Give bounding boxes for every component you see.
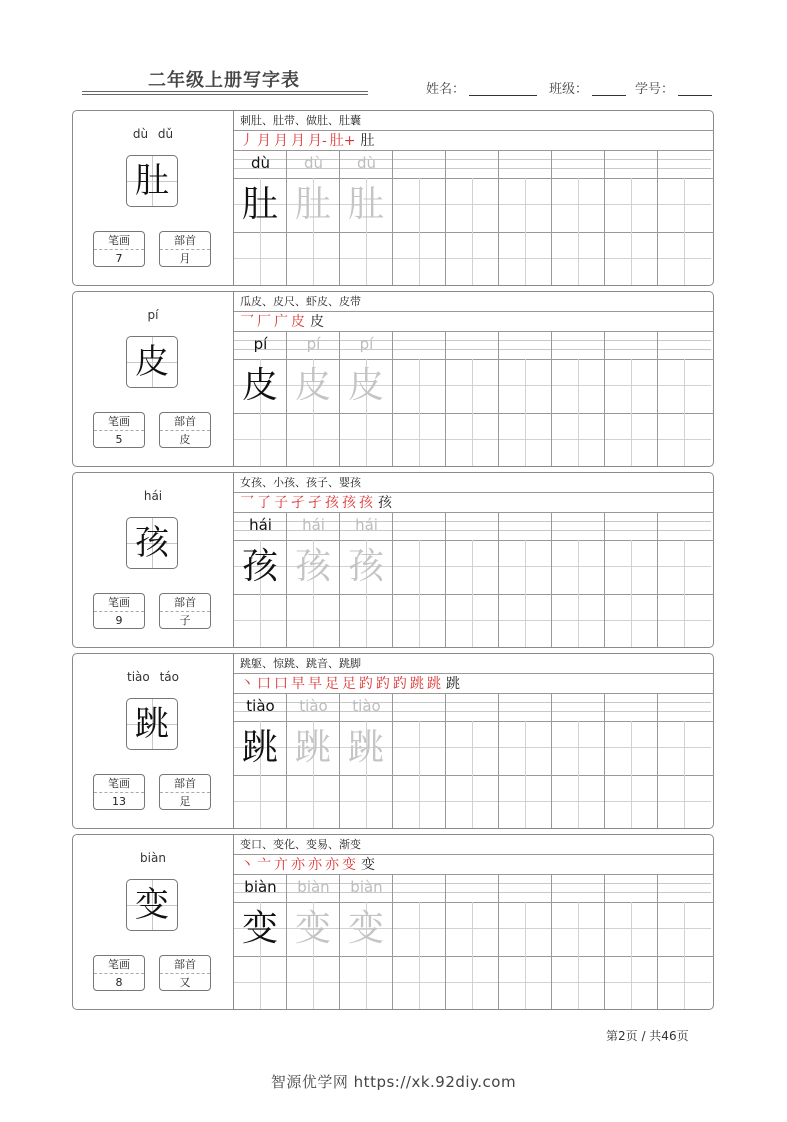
stroke-step: 孩 <box>325 495 339 511</box>
character-pinyin: dù dǔ <box>132 127 174 141</box>
pinyin-practice-cell[interactable] <box>605 332 658 359</box>
stroke-step: 足 <box>325 676 339 692</box>
pinyin-practice-cell[interactable] <box>340 513 393 540</box>
character-practice-cell[interactable] <box>393 902 446 956</box>
character-practice-cell[interactable] <box>499 902 552 956</box>
pinyin-practice-cell[interactable] <box>446 875 499 902</box>
pinyin-practice-cell[interactable] <box>605 513 658 540</box>
character-practice-cell[interactable] <box>393 359 446 413</box>
character-display-box <box>126 517 178 569</box>
character-practice-cell[interactable] <box>287 721 340 775</box>
radical-value: 又 <box>179 976 191 989</box>
blank-practice-cell[interactable] <box>393 413 446 466</box>
stroke-step: 变 <box>361 857 375 873</box>
practice-character: 孩 <box>241 546 278 587</box>
pinyin-practice-cell[interactable] <box>393 513 446 540</box>
practice-pinyin: biàn <box>350 878 383 896</box>
name-label: 姓名： <box>426 82 466 97</box>
character-practice-cell[interactable] <box>446 359 499 413</box>
character-practice-cell[interactable] <box>234 359 287 413</box>
pinyin-practice-cell[interactable] <box>287 513 340 540</box>
radical-box <box>159 231 211 267</box>
stroke-step: 孩 <box>378 495 392 511</box>
main-character: 跳 <box>135 704 169 744</box>
character-info-panel <box>73 111 233 287</box>
worksheet-title: 二年级上册写字表 <box>148 70 300 91</box>
stroke-step: 亠 <box>257 857 271 873</box>
character-practice-cell[interactable] <box>446 902 499 956</box>
pinyin-practice-cell[interactable] <box>393 151 446 178</box>
character-practice-cell[interactable] <box>234 721 287 775</box>
blank-practice-cell[interactable] <box>234 956 287 1009</box>
pinyin-practice-cell[interactable] <box>234 151 287 178</box>
stroke-count-value: 8 <box>115 976 123 989</box>
pinyin-practice-cell[interactable] <box>446 332 499 359</box>
practice-pinyin: tiào <box>352 697 381 715</box>
example-words: 刺肚、肚带、做肚、肚囊 <box>234 111 714 131</box>
stroke-step: 了 <box>257 495 271 511</box>
stroke-count-box <box>93 955 145 991</box>
character-pinyin: biàn <box>140 851 166 865</box>
practice-pinyin: tiào <box>246 697 275 715</box>
practice-pinyin: hái <box>302 516 325 534</box>
blank-practice-cell[interactable] <box>340 775 393 828</box>
radical-label: 部首 <box>160 594 210 612</box>
blank-practice-cell[interactable] <box>446 413 499 466</box>
name-blank[interactable] <box>469 81 537 96</box>
pinyin-practice-cell[interactable] <box>234 332 287 359</box>
blank-practice-cell[interactable] <box>499 594 552 647</box>
pinyin-practice-cell[interactable] <box>658 151 711 178</box>
character-practice-cell[interactable] <box>605 902 658 956</box>
example-words: 跳躯、惊跳、跳音、跳脚 <box>234 654 714 674</box>
blank-practice-cell[interactable] <box>552 775 605 828</box>
pinyin-practice-cell[interactable] <box>658 694 711 721</box>
blank-practice-cell[interactable] <box>658 413 711 466</box>
stroke-step: 月- <box>308 133 327 149</box>
pinyin-practice-cell[interactable] <box>605 151 658 178</box>
stroke-order-row <box>234 674 714 694</box>
character-practice-cell[interactable] <box>552 359 605 413</box>
footer-watermark: 智源优学网 https://xk.92diy.com <box>270 1073 517 1091</box>
stroke-step: 月 <box>291 133 305 149</box>
character-pinyin: hái <box>143 489 163 503</box>
practice-pinyin: dù <box>356 154 377 172</box>
pinyin-practice-cell[interactable] <box>234 694 287 721</box>
pinyin-practice-cell[interactable] <box>393 694 446 721</box>
character-practice-cell[interactable] <box>446 178 499 232</box>
blank-practice-cell[interactable] <box>658 956 711 1009</box>
practice-pinyin: biàn <box>244 878 277 896</box>
stroke-count-box <box>93 774 145 810</box>
radical-label: 部首 <box>160 232 210 250</box>
character-practice-cell[interactable] <box>552 902 605 956</box>
character-practice-cell[interactable] <box>552 178 605 232</box>
radical-value: 月 <box>179 252 191 265</box>
pinyin-practice-cell[interactable] <box>340 694 393 721</box>
character-info-panel <box>73 292 233 468</box>
character-practice-cell[interactable] <box>234 540 287 594</box>
stroke-step: 丿 <box>240 133 254 149</box>
character-practice-cell[interactable] <box>605 540 658 594</box>
practice-pinyin: hái <box>249 516 272 534</box>
character-practice-cell[interactable] <box>393 540 446 594</box>
stroke-step: 子 <box>274 495 288 511</box>
character-pinyin: tiào táo <box>127 670 179 684</box>
practice-pinyin: biàn <box>297 878 330 896</box>
stroke-count-box <box>93 412 145 448</box>
stroke-count-label: 笔画 <box>94 594 144 612</box>
blank-practice-cell[interactable] <box>605 775 658 828</box>
blank-practice-cell[interactable] <box>499 956 552 1009</box>
blank-practice-cell[interactable] <box>552 594 605 647</box>
number-label: 学号： <box>635 82 675 97</box>
stroke-step: 趵 <box>359 676 373 692</box>
example-words: 女孩、小孩、孩子、婴孩 <box>234 473 714 493</box>
blank-practice-cell[interactable] <box>605 956 658 1009</box>
example-words: 变口、变化、变易、渐变 <box>234 835 714 855</box>
blank-practice-cell[interactable] <box>605 232 658 285</box>
blank-practice-cell[interactable] <box>234 594 287 647</box>
character-info-panel <box>73 835 233 1011</box>
stroke-step: 乛 <box>240 495 254 511</box>
practice-grid <box>233 473 714 647</box>
character-practice-cell[interactable] <box>552 721 605 775</box>
pinyin-practice-cell[interactable] <box>446 151 499 178</box>
pinyin-practice-cell[interactable] <box>446 694 499 721</box>
stroke-count-box <box>93 593 145 629</box>
main-character: 肚 <box>135 161 169 201</box>
character-practice-cell[interactable] <box>499 540 552 594</box>
character-card <box>72 291 714 467</box>
stroke-step: 广 <box>274 314 288 330</box>
character-card <box>72 472 714 648</box>
radical-box <box>159 412 211 448</box>
practice-grid <box>233 835 714 1009</box>
pinyin-practice-cell[interactable] <box>499 875 552 902</box>
blank-practice-cell[interactable] <box>340 956 393 1009</box>
character-practice-cell[interactable] <box>287 178 340 232</box>
stroke-step: 变 <box>342 857 356 873</box>
blank-practice-cell[interactable] <box>393 232 446 285</box>
stroke-step: 乛 <box>240 314 254 330</box>
page-number: 第2页 / 共46页 <box>606 1029 689 1043</box>
stroke-order-row <box>234 855 714 875</box>
character-practice-cell[interactable] <box>287 359 340 413</box>
character-practice-cell[interactable] <box>446 540 499 594</box>
pinyin-practice-cell[interactable] <box>287 875 340 902</box>
character-practice-cell[interactable] <box>499 359 552 413</box>
character-practice-cell[interactable] <box>234 902 287 956</box>
stroke-step: 跳 <box>410 676 424 692</box>
pinyin-practice-cell[interactable] <box>605 694 658 721</box>
main-character: 变 <box>135 885 169 925</box>
blank-practice-cell[interactable] <box>658 594 711 647</box>
number-field[interactable] <box>635 78 712 97</box>
main-character: 孩 <box>135 523 169 563</box>
practice-pinyin: tiào <box>299 697 328 715</box>
pinyin-practice-cell[interactable] <box>499 332 552 359</box>
blank-practice-cell[interactable] <box>287 232 340 285</box>
name-field[interactable] <box>426 78 537 97</box>
stroke-step: 肚+ <box>329 133 356 149</box>
blank-practice-cell[interactable] <box>234 232 287 285</box>
pinyin-practice-cell[interactable] <box>658 332 711 359</box>
character-practice-cell[interactable] <box>340 540 393 594</box>
character-practice-cell[interactable] <box>340 721 393 775</box>
blank-practice-cell[interactable] <box>340 594 393 647</box>
radical-box <box>159 593 211 629</box>
practice-character: 跳 <box>347 727 384 768</box>
stroke-step: 跳 <box>427 676 441 692</box>
character-practice-cell[interactable] <box>393 178 446 232</box>
radical-box <box>159 774 211 810</box>
stroke-step: 月 <box>257 133 271 149</box>
stroke-step: 孩 <box>359 495 373 511</box>
stroke-count-value: 13 <box>112 795 126 808</box>
pinyin-practice-cell[interactable] <box>287 151 340 178</box>
blank-practice-cell[interactable] <box>446 956 499 1009</box>
title-underline <box>82 91 368 92</box>
pinyin-practice-cell[interactable] <box>393 875 446 902</box>
pinyin-practice-cell[interactable] <box>552 694 605 721</box>
stroke-count-label: 笔画 <box>94 413 144 431</box>
stroke-step: 月 <box>274 133 288 149</box>
practice-pinyin: pí <box>306 335 321 353</box>
stroke-step: 孑 <box>291 495 305 511</box>
example-words: 瓜皮、皮尺、虾皮、皮带 <box>234 292 714 312</box>
blank-practice-cell[interactable] <box>605 594 658 647</box>
character-pinyin: pí <box>147 308 159 322</box>
blank-practice-cell[interactable] <box>605 413 658 466</box>
pinyin-practice-cell[interactable] <box>287 694 340 721</box>
practice-character: 变 <box>294 908 331 949</box>
blank-practice-cell[interactable] <box>287 775 340 828</box>
class-label: 班级： <box>549 82 589 97</box>
practice-grid <box>233 292 714 466</box>
practice-pinyin: pí <box>253 335 268 353</box>
character-info-panel <box>73 473 233 649</box>
blank-practice-cell[interactable] <box>234 413 287 466</box>
blank-practice-cell[interactable] <box>499 775 552 828</box>
blank-practice-cell[interactable] <box>287 413 340 466</box>
pinyin-practice-cell[interactable] <box>234 513 287 540</box>
practice-character: 肚 <box>347 184 384 225</box>
character-display-box <box>126 155 178 207</box>
stroke-step: 丶 <box>240 857 254 873</box>
practice-character: 变 <box>241 908 278 949</box>
pinyin-practice-cell[interactable] <box>446 513 499 540</box>
character-practice-cell[interactable] <box>605 721 658 775</box>
stroke-step: 亦 <box>308 857 322 873</box>
character-practice-cell[interactable] <box>340 359 393 413</box>
stroke-step: 趵 <box>393 676 407 692</box>
stroke-step: 厂 <box>257 314 271 330</box>
stroke-step: 口 <box>274 676 288 692</box>
character-practice-cell[interactable] <box>446 721 499 775</box>
character-practice-cell[interactable] <box>287 540 340 594</box>
blank-practice-cell[interactable] <box>552 413 605 466</box>
practice-character: 孩 <box>294 546 331 587</box>
radical-value: 足 <box>179 795 191 808</box>
pinyin-practice-cell[interactable] <box>340 151 393 178</box>
practice-character: 皮 <box>347 365 384 406</box>
stroke-step: 趵 <box>376 676 390 692</box>
stroke-order-row <box>234 312 714 332</box>
stroke-step: 早 <box>291 676 305 692</box>
pinyin-practice-cell[interactable] <box>658 513 711 540</box>
character-display-box <box>126 698 178 750</box>
pinyin-practice-cell[interactable] <box>552 513 605 540</box>
pinyin-practice-cell[interactable] <box>234 875 287 902</box>
stroke-step: 跳 <box>446 676 460 692</box>
pinyin-practice-cell[interactable] <box>340 875 393 902</box>
stroke-step: 孑 <box>308 495 322 511</box>
radical-label: 部首 <box>160 413 210 431</box>
character-card <box>72 653 714 829</box>
pinyin-practice-cell[interactable] <box>552 332 605 359</box>
character-practice-cell[interactable] <box>340 178 393 232</box>
stroke-step: 孩 <box>342 495 356 511</box>
practice-pinyin: dù <box>303 154 324 172</box>
blank-practice-cell[interactable] <box>552 956 605 1009</box>
stroke-step: 早 <box>308 676 322 692</box>
practice-character: 跳 <box>241 727 278 768</box>
blank-practice-cell[interactable] <box>234 775 287 828</box>
stroke-count-label: 笔画 <box>94 232 144 250</box>
stroke-count-label: 笔画 <box>94 775 144 793</box>
practice-character: 变 <box>347 908 384 949</box>
blank-practice-cell[interactable] <box>446 775 499 828</box>
stroke-step: 丶 <box>240 676 254 692</box>
radical-label: 部首 <box>160 775 210 793</box>
practice-character: 跳 <box>294 727 331 768</box>
character-practice-cell[interactable] <box>499 721 552 775</box>
stroke-step: 口 <box>257 676 271 692</box>
stroke-step: 亦 <box>325 857 339 873</box>
stroke-step: 亣 <box>274 857 288 873</box>
blank-practice-cell[interactable] <box>446 594 499 647</box>
character-practice-cell[interactable] <box>658 721 711 775</box>
pinyin-practice-cell[interactable] <box>393 332 446 359</box>
character-practice-cell[interactable] <box>499 178 552 232</box>
character-display-box <box>126 336 178 388</box>
radical-value: 子 <box>179 614 191 627</box>
character-info-panel <box>73 654 233 830</box>
blank-practice-cell[interactable] <box>499 413 552 466</box>
character-card <box>72 834 714 1010</box>
stroke-count-value: 5 <box>115 433 123 446</box>
title-underline-double <box>82 94 368 95</box>
pinyin-practice-cell[interactable] <box>552 151 605 178</box>
stroke-order-row <box>234 493 714 513</box>
blank-practice-cell[interactable] <box>287 956 340 1009</box>
practice-grid <box>233 654 714 828</box>
character-practice-cell[interactable] <box>658 902 711 956</box>
character-practice-cell[interactable] <box>340 902 393 956</box>
pinyin-practice-cell[interactable] <box>287 332 340 359</box>
character-practice-cell[interactable] <box>605 178 658 232</box>
stroke-count-value: 9 <box>115 614 123 627</box>
class-field[interactable] <box>549 78 626 97</box>
practice-character: 肚 <box>294 184 331 225</box>
stroke-count-label: 笔画 <box>94 956 144 974</box>
practice-character: 肚 <box>241 184 278 225</box>
stroke-step: 肚 <box>360 133 375 149</box>
radical-box <box>159 955 211 991</box>
practice-character: 皮 <box>294 365 331 406</box>
character-practice-cell[interactable] <box>658 359 711 413</box>
practice-grid <box>233 111 714 285</box>
stroke-step: 亦 <box>291 857 305 873</box>
pinyin-practice-cell[interactable] <box>499 151 552 178</box>
class-blank[interactable] <box>592 81 626 96</box>
practice-character: 孩 <box>347 546 384 587</box>
stroke-step: 皮 <box>291 314 305 330</box>
pinyin-practice-cell[interactable] <box>658 875 711 902</box>
stroke-order-row <box>234 131 714 151</box>
radical-label: 部首 <box>160 956 210 974</box>
blank-practice-cell[interactable] <box>393 594 446 647</box>
pinyin-practice-cell[interactable] <box>605 875 658 902</box>
blank-practice-cell[interactable] <box>340 413 393 466</box>
blank-practice-cell[interactable] <box>499 232 552 285</box>
blank-practice-cell[interactable] <box>658 775 711 828</box>
pinyin-practice-cell[interactable] <box>499 694 552 721</box>
blank-practice-cell[interactable] <box>658 232 711 285</box>
stroke-step: 足 <box>342 676 356 692</box>
stroke-step: 皮 <box>310 314 324 330</box>
character-card <box>72 110 714 286</box>
character-display-box <box>126 879 178 931</box>
character-practice-cell[interactable] <box>658 178 711 232</box>
practice-pinyin: pí <box>359 335 374 353</box>
blank-practice-cell[interactable] <box>287 594 340 647</box>
blank-practice-cell[interactable] <box>340 232 393 285</box>
practice-pinyin: hái <box>355 516 378 534</box>
character-practice-cell[interactable] <box>658 540 711 594</box>
stroke-count-box <box>93 231 145 267</box>
pinyin-practice-cell[interactable] <box>552 875 605 902</box>
pinyin-practice-cell[interactable] <box>499 513 552 540</box>
character-practice-cell[interactable] <box>605 359 658 413</box>
worksheet-header <box>0 0 787 110</box>
practice-character: 皮 <box>241 365 278 406</box>
character-practice-cell[interactable] <box>393 721 446 775</box>
blank-practice-cell[interactable] <box>552 232 605 285</box>
pinyin-practice-cell[interactable] <box>340 332 393 359</box>
radical-value: 皮 <box>179 433 191 446</box>
blank-practice-cell[interactable] <box>446 232 499 285</box>
blank-practice-cell[interactable] <box>393 956 446 1009</box>
main-character: 皮 <box>135 342 169 382</box>
character-practice-cell[interactable] <box>552 540 605 594</box>
character-practice-cell[interactable] <box>287 902 340 956</box>
character-practice-cell[interactable] <box>234 178 287 232</box>
stroke-count-value: 7 <box>115 252 123 265</box>
blank-practice-cell[interactable] <box>393 775 446 828</box>
number-blank[interactable] <box>678 81 712 96</box>
practice-pinyin: dù <box>250 154 271 172</box>
